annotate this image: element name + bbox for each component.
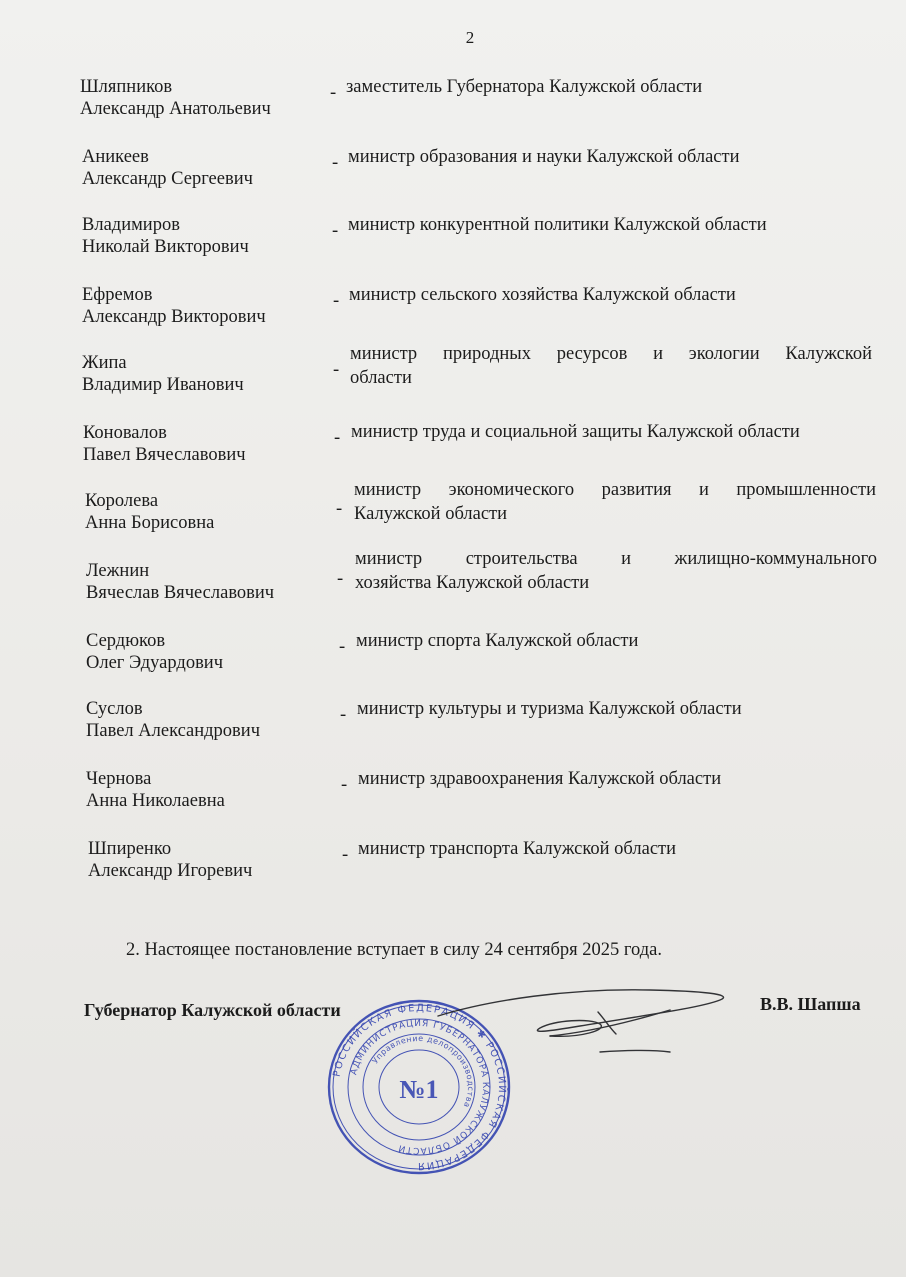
member-entry [0,284,906,336]
member-surname: Аникеев [82,147,149,167]
member-name [83,422,246,466]
member-surname: Шляпников [80,77,173,97]
clause-2: 2. Настоящее постановление вступает в силу 24 сентября 2025 года. [126,940,662,960]
member-name [82,214,249,258]
member-position [350,342,872,390]
member-given-names: Николай Викторович [82,237,249,257]
member-surname: Владимиров [82,215,180,235]
member-name [85,490,214,534]
member-name [80,76,271,120]
member-name [86,698,260,742]
member-dash: - [332,153,339,173]
member-entry [0,214,906,266]
governor-name: В.В. Шапша [760,994,861,1014]
member-position: министр конкурентной политики Калужской области [348,215,767,235]
member-given-names: Владимир Иванович [82,375,244,395]
page-number: 2 [465,28,475,47]
member-name [82,352,244,396]
member-surname: Чернова [86,769,152,789]
member-position: заместитель Губернатора Калужской области [346,77,703,97]
member-dash: - [339,637,346,657]
member-given-names: Анна Борисовна [85,513,215,533]
member-name [86,560,274,604]
member-name [88,838,252,882]
member-position: министр транспорта Калужской области [358,839,677,859]
member-entry [0,698,906,750]
member-entry [0,480,906,542]
member-surname: Коновалов [83,423,167,443]
member-surname: Ефремов [82,285,153,305]
member-surname: Сердюков [86,631,166,651]
member-entry [0,344,906,404]
member-surname: Суслов [86,699,143,719]
position-line-1: министр строительства и жилищно-коммунального [355,549,877,569]
member-position: министр сельского хозяйства Калужской области [349,285,736,305]
position-line-1: министр экономического развития и промышленности [354,480,876,500]
svg-text:АДМИНИСТРАЦИЯ ГУБЕРНАТОРА КАЛУ: АДМИНИСТРАЦИЯ ГУБЕРНАТОРА КАЛУЖСКОЙ ОБЛАСТИ [349,1018,491,1156]
member-given-names: Александр Анатольевич [80,99,271,119]
member-surname: Жипа [82,353,127,373]
position-line-2: области [350,368,412,388]
member-dash: - [342,845,349,865]
svg-text:РОССИЙСКАЯ ФЕДЕРАЦИЯ ✱ РОССИЙС: РОССИЙСКАЯ ФЕДЕРАЦИЯ ✱ РОССИЙСКАЯ ФЕДЕРАЦИЯ [331,1002,508,1172]
member-entry [0,146,906,198]
member-entry [0,76,906,128]
member-dash: - [333,360,340,380]
member-dash: - [333,291,340,311]
member-given-names: Олег Эдуардович [86,653,224,673]
governor-title: Губернатор Калужской области [84,1000,341,1020]
member-entry [0,838,906,890]
svg-text:№1: №1 [399,1075,439,1104]
member-entry [0,630,906,682]
member-given-names: Анна Николаевна [86,791,225,811]
governor-signature [430,980,740,1060]
member-name [82,284,266,328]
member-name [82,146,253,190]
member-dash: - [340,705,347,725]
member-given-names: Павел Вячеславович [83,445,246,465]
member-given-names: Александр Игоревич [88,861,253,881]
member-position: министр труда и социальной защиты Калужской области [351,422,800,442]
member-surname: Шпиренко [88,839,172,859]
member-dash: - [336,499,343,519]
position-line-1: министр природных ресурсов и экологии Калужской [350,344,872,364]
member-position: министр образования и науки Калужской области [348,147,740,167]
member-position: министр здравоохранения Калужской области [358,769,722,789]
member-dash: - [337,569,344,589]
member-position: министр спорта Калужской области [356,631,639,651]
member-position: министр культуры и туризма Калужской области [357,699,742,719]
member-name [86,768,225,812]
svg-text:Управление делопроизводства: Управление делопроизводства [370,1033,476,1110]
member-dash: - [332,221,339,241]
member-entry [0,422,906,474]
position-line-2: хозяйства Калужской области [355,573,590,593]
member-given-names: Павел Александрович [86,721,260,741]
position-line-2: Калужской области [354,504,508,524]
member-name [86,630,223,674]
member-surname: Лежнин [86,561,150,581]
member-position [354,478,876,526]
member-surname: Королева [85,491,159,511]
member-given-names: Александр Викторович [82,307,266,327]
member-position [355,547,877,595]
member-given-names: Александр Сергеевич [82,169,253,189]
member-dash: - [334,428,341,448]
member-given-names: Вячеслав Вячеславович [86,583,275,603]
member-dash: - [330,83,337,103]
member-entry [0,768,906,820]
member-dash: - [341,775,348,795]
member-entry [0,549,906,612]
